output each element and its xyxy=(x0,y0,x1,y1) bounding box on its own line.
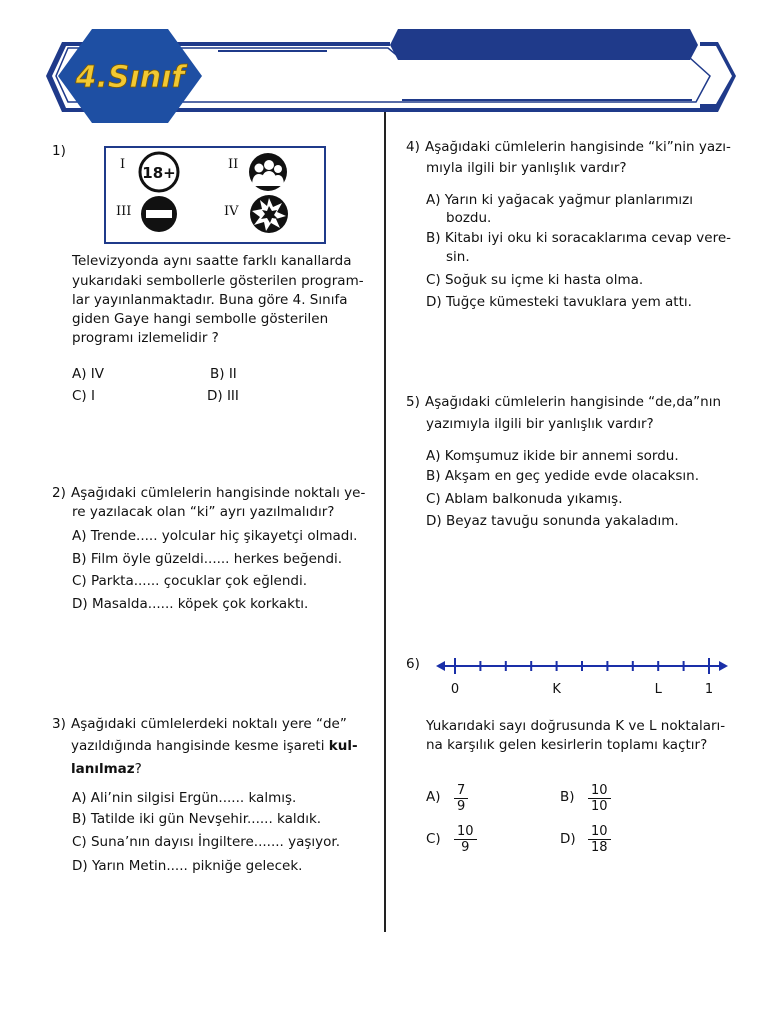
symbols-box xyxy=(104,146,326,244)
q6-option-a-fraction[interactable] xyxy=(454,783,468,814)
q5-text-line: yazımıyla ilgili bir yanlışlık vardır? xyxy=(426,416,654,432)
q6-option-c[interactable]: C) xyxy=(426,831,441,847)
q4-option-b-cont[interactable]: sin. xyxy=(446,249,470,265)
q4-text-line: mıyla ilgili bir yanlışlık vardır? xyxy=(426,160,627,176)
arrow-right-icon xyxy=(719,661,728,671)
symbol-label-iii: III xyxy=(116,204,132,219)
q3-text-plain: yazıldığında hangisinde kesme işareti xyxy=(71,738,329,754)
q2-option-d[interactable]: D) Masalda...... köpek çok korkaktı. xyxy=(72,596,309,612)
arrow-left-icon xyxy=(436,661,445,671)
q6-option-d[interactable]: D) xyxy=(560,831,576,847)
q6-option-b-fraction[interactable] xyxy=(588,783,611,814)
number-line-ticks xyxy=(436,658,728,674)
fraction-numerator: 10 xyxy=(591,824,608,839)
q1-text-line: Televizyonda aynı saatte farklı kanallarda xyxy=(72,253,352,269)
q2-text-line: Aşağıdaki cümlelerin hangisinde noktalı ye- xyxy=(71,485,366,501)
q5-text-line: Aşağıdaki cümlelerin hangisinde “de,da”nın xyxy=(425,394,722,410)
question-number: 1) xyxy=(52,143,66,159)
q1-text-line: yukarıdaki sembollerle gösterilen program- xyxy=(72,273,364,289)
q3-option-b[interactable]: B) Tatilde iki gün Nevşehir...... kaldık. xyxy=(72,811,322,827)
q1-option-d[interactable]: D) III xyxy=(207,388,239,404)
q5-option-b[interactable]: B) Akşam en geç yedide evde olacaksın. xyxy=(426,468,700,484)
q3-option-c[interactable]: C) Suna’nın dayısı İngiltere....... yaşıyor. xyxy=(72,834,341,850)
q1-text-line: programı izlemelidir ? xyxy=(72,330,219,346)
symbol-label-ii: II xyxy=(228,157,239,172)
q3-option-a[interactable]: A) Ali’nin silgisi Ergün...... kalmış. xyxy=(72,790,297,806)
q6-option-c-fraction[interactable] xyxy=(454,824,477,855)
number-line-label-1: 1 xyxy=(704,682,714,697)
question-number: 3) xyxy=(52,716,66,732)
q2-option-a[interactable]: A) Trende..... yolcular hiç şikayetçi olmadı. xyxy=(72,528,358,544)
number-line-label-k: K xyxy=(552,682,561,697)
fraction-numerator: 10 xyxy=(457,824,474,839)
q2-option-b[interactable]: B) Film öyle güzeldi...... herkes beğendi. xyxy=(72,551,343,567)
number-line xyxy=(430,652,730,700)
q6-option-b[interactable]: B) xyxy=(560,789,575,805)
q4-option-a-cont[interactable]: bozdu. xyxy=(446,210,492,226)
q4-option-d[interactable]: D) Tuğçe kümesteki tavuklara yem attı. xyxy=(426,294,692,310)
age-18-icon xyxy=(140,153,178,191)
q5-option-d[interactable]: D) Beyaz tavuğu sonunda yakaladım. xyxy=(426,513,679,529)
fraction-denominator: 9 xyxy=(461,840,470,855)
number-line-label-l: L xyxy=(654,682,662,697)
symbol-label-iv: IV xyxy=(224,204,239,219)
q2-text-line: re yazılacak olan “ki” ayrı yazılmalıdır? xyxy=(72,504,335,520)
fraction-numerator: 7 xyxy=(457,783,466,798)
question-number: 5) xyxy=(406,394,420,410)
svg-text:18+: 18+ xyxy=(142,164,176,182)
violence-icon xyxy=(250,195,288,233)
q6-text-line: na karşılık gelen kesirlerin toplamı kaçtır? xyxy=(426,737,708,753)
question-number: 6) xyxy=(406,656,420,672)
q2-option-c[interactable]: C) Parkta...... çocuklar çok eğlendi. xyxy=(72,573,307,589)
q3-text-bold: kul- xyxy=(328,738,358,754)
q1-option-a[interactable]: A) IV xyxy=(72,366,105,382)
q6-text-line: Yukarıdaki sayı doğrusunda K ve L noktaları- xyxy=(426,718,726,734)
q5-option-c[interactable]: C) Ablam balkonuda yıkamış. xyxy=(426,491,623,507)
q1-option-c[interactable]: C) I xyxy=(72,388,95,404)
q3-text-bold: lanılmaz xyxy=(71,761,135,777)
q4-option-b[interactable]: B) Kitabı iyi oku ki soracaklarıma cevap vere- xyxy=(426,230,731,246)
q6-option-a[interactable]: A) xyxy=(426,789,441,805)
fraction-denominator: 18 xyxy=(591,840,608,855)
q6-option-d-fraction[interactable] xyxy=(588,824,611,855)
q1-text-line: lar yayınlanmaktadır. Buna göre 4. Sınıfa xyxy=(72,292,348,308)
fraction-denominator: 10 xyxy=(591,799,608,814)
column-divider xyxy=(384,112,386,932)
q3-text-line xyxy=(71,738,358,754)
q3-text-plain: ? xyxy=(134,761,142,777)
symbols-frame xyxy=(105,147,325,243)
q3-text-line xyxy=(71,761,142,777)
question-number: 4) xyxy=(406,139,420,155)
q1-option-b[interactable]: B) II xyxy=(210,366,237,382)
banner-ribbon xyxy=(390,29,698,60)
q5-option-a[interactable]: A) Komşumuz ikide bir annemi sordu. xyxy=(426,448,679,464)
q3-text-line: Aşağıdaki cümlelerdeki noktalı yere “de” xyxy=(71,716,347,732)
q4-option-c[interactable]: C) Soğuk su içme ki hasta olma. xyxy=(426,272,644,288)
fraction-denominator: 9 xyxy=(457,799,466,814)
grade-badge-text: 4.Sınıf xyxy=(75,60,185,95)
symbol-label-i: I xyxy=(120,157,126,172)
q1-text-line: giden Gaye hangi sembolle gösterilen xyxy=(72,311,329,327)
q3-option-d[interactable]: D) Yarın Metin..... pikniğe gelecek. xyxy=(72,858,303,874)
family-icon xyxy=(249,153,287,191)
number-line-label-0: 0 xyxy=(450,682,460,697)
fraction-numerator: 10 xyxy=(591,783,608,798)
q4-option-a[interactable]: A) Yarın ki yağacak yağmur planlarımızı xyxy=(426,192,693,208)
q4-text-line: Aşağıdaki cümlelerin hangisinde “ki”nin yazı- xyxy=(425,139,731,155)
question-number: 2) xyxy=(52,485,66,501)
no-entry-icon xyxy=(141,196,177,232)
